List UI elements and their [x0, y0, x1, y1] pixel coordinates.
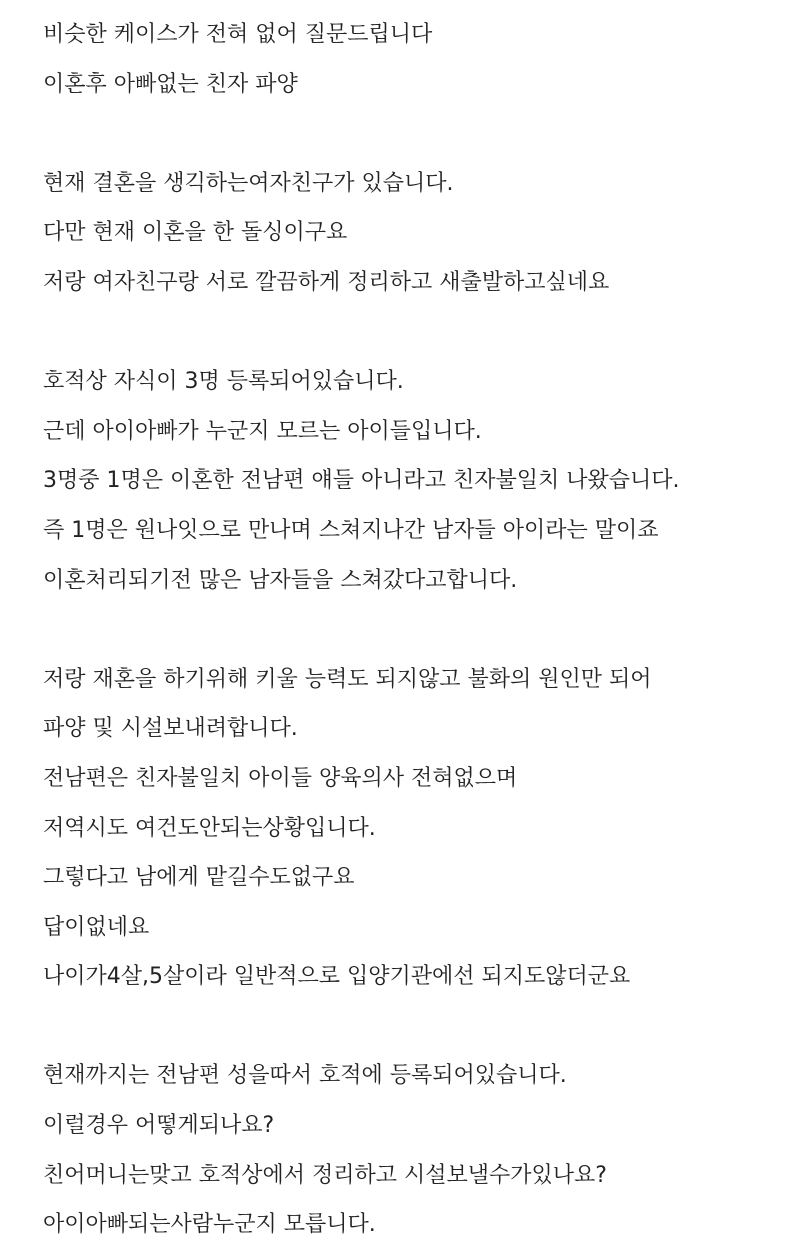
paragraph-gap — [43, 113, 800, 163]
text-line: 이혼처리되기전 많은 남자들을 스쳐갔다고합니다. — [43, 567, 518, 593]
paragraph — [43, 14, 800, 113]
text-line: 현재 결혼을 생긱하는여자친구가 있습니다. — [43, 170, 454, 196]
text-line: 다만 현재 이혼을 한 돌싱이구요 — [43, 220, 348, 246]
text-line: 즉 1명은 원나잇으로 만나며 스쳐지나간 남자들 아이라는 말이죠 — [43, 517, 659, 543]
text-line: 그렇다고 남에게 맡길수도없구요 — [43, 865, 355, 891]
paragraph — [43, 361, 800, 609]
text-line: 3명중 1명은 이혼한 전남편 얘들 아니라고 친자불일치 나왔습니다. — [43, 468, 680, 494]
text-line: 호적상 자식이 3명 등록되어있습니다. — [43, 369, 404, 395]
text-line: 저랑 재혼을 하기위해 키울 능력도 되지않고 불화의 원인만 되어 — [43, 666, 652, 692]
text-line: 친어머니는맞고 호적상에서 정리하고 시설보낼수가있나요? — [43, 1162, 607, 1188]
paragraph-gap — [43, 312, 800, 362]
text-line: 아이아빠되는사람누군지 모릅니다. — [43, 1212, 376, 1238]
text-line: 파양 및 시설보내려합니다. — [43, 716, 298, 742]
text-line: 이럴경우 어떻게되나요? — [43, 1113, 275, 1139]
paragraph — [43, 163, 800, 312]
text-line: 나이가4살,5살이라 일반적으로 입양기관에선 되지도않더군요 — [43, 964, 631, 990]
paragraph-gap — [43, 1006, 800, 1056]
text-line: 비슷한 케이스가 전혀 없어 질문드립니다 — [43, 22, 433, 47]
text-line: 저랑 여자친구랑 서로 깔끔하게 정리하고 새출발하고싶네요 — [43, 269, 610, 295]
text-line: 이혼후 아빠없는 친자 파양 — [43, 71, 298, 97]
paragraph — [43, 1055, 800, 1253]
text-line: 답이없네요 — [43, 914, 150, 940]
text-line: 전남편은 친자불일치 아이들 양육의사 전혀없으며 — [43, 765, 518, 791]
paragraph-gap — [43, 609, 800, 659]
text-line: 저역시도 여건도안되는상황입니다. — [43, 815, 376, 841]
paragraph — [43, 659, 800, 1006]
text-line: 근데 아이아빠가 누군지 모르는 아이들입니다. — [43, 418, 482, 444]
text-line: 현재까지는 전남편 성을따서 호적에 등록되어있습니다. — [43, 1063, 567, 1089]
